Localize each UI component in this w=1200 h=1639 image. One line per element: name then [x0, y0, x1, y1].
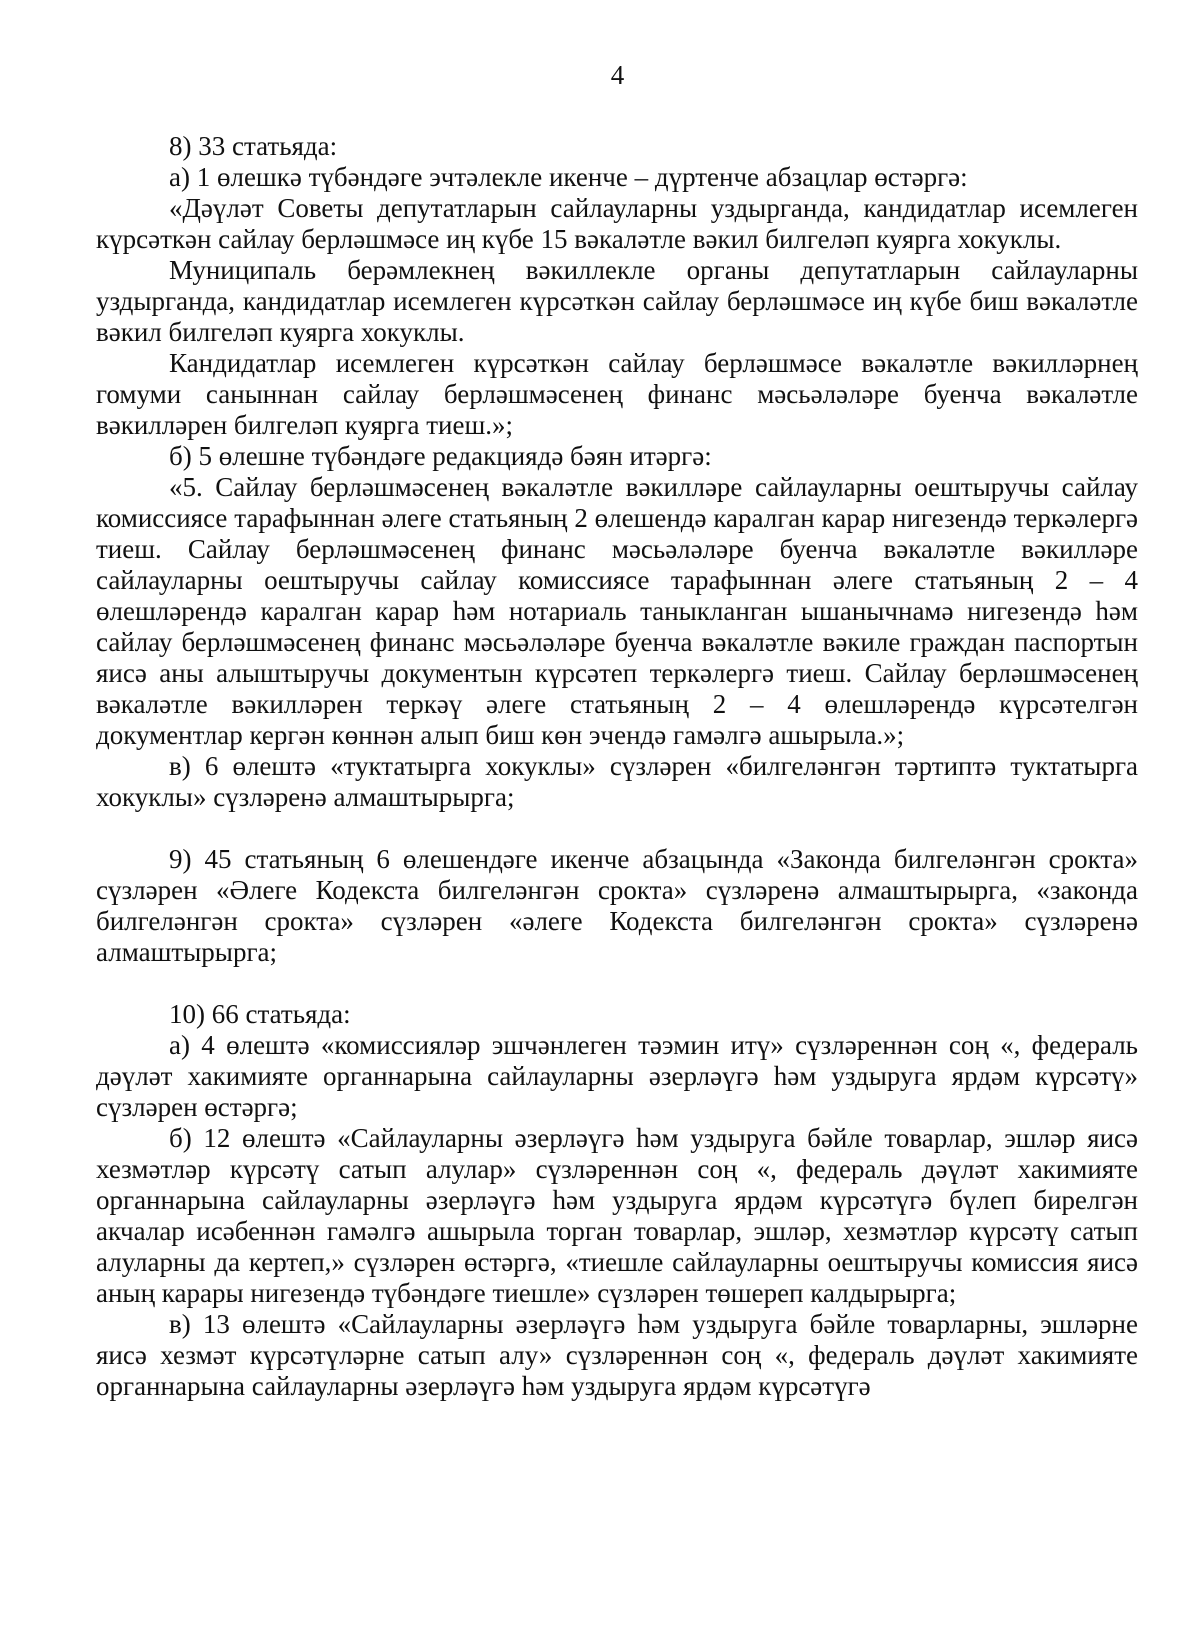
item-8a-quote-paragraph-1: «Дәүләт Советы депутатларын сайлауларны уздырганда, кандидатлар исемлеген күрсәткән сайлау берләшмәсе иң күбе 15 вәкаләтле вәкил билгеләп куярга хокуклы. [96, 193, 1138, 254]
item-8a-quote-paragraph-2: Муниципаль берәмлекнең вәкиллекле органы депутатларын сайлауларны уздырганда, кандидатлар исемлеген күрсәткән сайлау берләшмәсе иң күбе биш вәкаләтле вәкил билгеләп куярга хокуклы. [96, 255, 1138, 347]
item-10-heading: 10) 66 статьяда: [169, 999, 351, 1029]
item-10a: а) 4 өлештә «комиссияләр эшчәнлеген тәэмин итү» сүзләреннән соң «, федераль дәүләт хакимияте органнарына сайлауларны әзерләүгә һәм уздыруга ярдәм күрсәтү» сүзләрен өстәргә; [96, 1030, 1138, 1122]
item-8v: в) 6 өлештә «туктатырга хокуклы» сүзләрен «билгеләнгән тәртиптә туктатырга хокуклы» сүзләренә алмаштырырга; [96, 751, 1138, 812]
item-8a-quote-paragraph-3: Кандидатлар исемлеген күрсәткән сайлау берләшмәсе вәкаләтле вәкилләрнең гомуми саныннан сайлау берләшмәсенең финанс мәсьәләләре буенча вәкаләтле вәкилләрен билгеләп куярга тиеш.»; [96, 348, 1138, 440]
item-10v: в) 13 өлештә «Сайлауларны әзерләүгә һәм уздыруга бәйле товарларны, эшләрне яисә хезмәт күрсәтүләрне сатып алу» сүзләреннән соң «, федераль дәүләт хакимияте органнарына сайлауларны әзерләүгә һәм уздыруга ярдәм күрсәтүгә [96, 1309, 1138, 1401]
item-10b: б) 12 өлештә «Сайлауларны әзерләүгә һәм уздыруга бәйле товарлар, эшләр яисә хезмәтләр күрсәтү сатып алулар» сүзләреннән соң «, федераль дәүләт хакимияте органнарына сайлауларны әзерләүгә һәм уздыруга ярдәм күрсәтүгә бүлеп бирелгән акчалар исәбеннән гамәлгә ашырыла торган товарлар, эшләр, хезмәтләр күрсәтү сатып алуларны да кертеп,» сүзләрен өстәргә, «тиешле сайлауларны оештыручы комиссия яисә аның карары нигезендә түбәндәге тиешле» сүзләрен төшереп калдырырга; [96, 1123, 1138, 1308]
paragraph-spacer [96, 968, 1138, 999]
item-8b-quote: «5. Сайлау берләшмәсенең вәкаләтле вәкилләре сайлауларны оештыручы сайлау комиссиясе тарафыннан әлеге статьяның 2 өлешендә каралган карар нигезендә теркәлергә тиеш. Сайлау берләшмәсенең финанс мәсьәләләре буенча вәкаләтле вәкилләре сайлауларны оештыручы сайлау комиссиясе тарафыннан әлеге статьяның 2 – 4 өлешләрендә каралган карар һәм нотариаль таныкланган ышанычнамә нигезендә һәм сайлау берләшмәсенең финанс мәсьәләләре буенча вәкаләтле вәкиле граждан паспортын яисә аны алыштыручы документын күрсәтеп теркәлергә тиеш. Сайлау берләшмәсенең вәкаләтле вәкилләрен теркәү әлеге статьяның 2 – 4 өлешләрендә күрсәтелгән документлар кергән көннән алып биш көн эчендә гамәлгә ашырыла.»; [96, 472, 1138, 750]
item-8a-intro: а) 1 өлешкә түбәндәге эчтәлекле икенче – дүртенче абзацлар өстәргә: [169, 162, 968, 192]
item-9: 9) 45 статьяның 6 өлешендәге икенче абзацында «Законда билгеләнгән срокта» сүзләрен «Әлеге Кодекста билгеләнгән срокта» сүзләренә алмаштырырга, «законда билгеләнгән срокта» сүзләрен «әлеге Кодекста билгеләнгән срокта» сүзләренә алмаштырырга; [96, 844, 1138, 967]
paragraph-spacer [96, 813, 1138, 844]
page-number: 4 [610, 60, 625, 90]
item-8-heading: 8) 33 статьяда: [169, 131, 338, 161]
document-body [96, 131, 1138, 1402]
item-8b-intro: б) 5 өлешне түбәндәге редакциядә бәян итәргә: [169, 441, 712, 471]
